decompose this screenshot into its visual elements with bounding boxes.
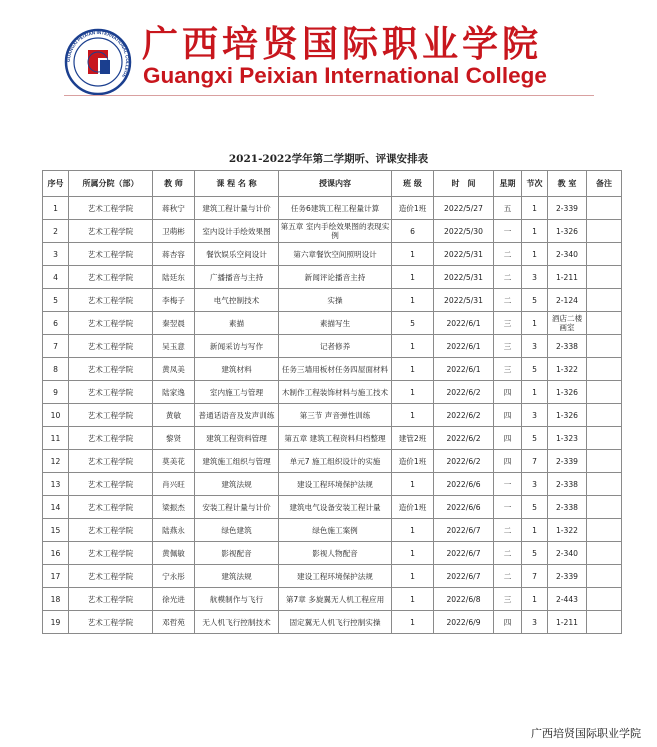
course-name-cell: 影视配音	[195, 542, 279, 565]
weekday-cell: 四	[494, 450, 522, 473]
period-cell: 5	[522, 289, 548, 312]
classroom-cell: 2-339	[548, 565, 587, 588]
class-cell: 1	[392, 565, 434, 588]
course-name-cell: 室内设计手绘效果图	[195, 220, 279, 243]
class-cell: 造价1班	[392, 197, 434, 220]
class-cell: 1	[392, 335, 434, 358]
lesson-content-cell: 任务6建筑工程工程量计算	[279, 197, 392, 220]
date-cell: 2022/6/2	[434, 450, 494, 473]
column-header: 时 间	[434, 171, 494, 197]
weekday-cell: 二	[494, 565, 522, 588]
lesson-content-cell: 任务三墙用板材任务四屋面材料	[279, 358, 392, 381]
date-cell: 2022/5/30	[434, 220, 494, 243]
period-cell: 3	[522, 266, 548, 289]
date-cell: 2022/6/2	[434, 427, 494, 450]
department-cell: 艺术工程学院	[69, 588, 153, 611]
table-row	[43, 542, 622, 565]
weekday-cell: 二	[494, 266, 522, 289]
lesson-content-cell: 单元7 施工组织设计的实施	[279, 450, 392, 473]
date-cell: 2022/6/7	[434, 542, 494, 565]
department-cell: 艺术工程学院	[69, 312, 153, 335]
class-cell: 1	[392, 611, 434, 634]
table-row	[43, 450, 622, 473]
row-number-cell: 5	[43, 289, 69, 312]
row-number-cell: 2	[43, 220, 69, 243]
period-cell: 1	[522, 220, 548, 243]
department-cell: 艺术工程学院	[69, 335, 153, 358]
column-header: 序号	[43, 171, 69, 197]
row-number-cell: 17	[43, 565, 69, 588]
teacher-cell: 蒋杏容	[153, 243, 195, 266]
classroom-cell: 1-211	[548, 611, 587, 634]
table-row	[43, 588, 622, 611]
row-number-cell: 3	[43, 243, 69, 266]
period-cell: 1	[522, 519, 548, 542]
remarks-cell	[587, 519, 622, 542]
course-name-cell: 建筑工程资料管理	[195, 427, 279, 450]
weekday-cell: 四	[494, 404, 522, 427]
table-row	[43, 519, 622, 542]
course-name-cell: 餐饮娱乐空间设计	[195, 243, 279, 266]
weekday-cell: 三	[494, 588, 522, 611]
class-cell: 6	[392, 220, 434, 243]
lesson-content-cell: 第五章 建筑工程资料归档整理	[279, 427, 392, 450]
teacher-cell: 秦翌晨	[153, 312, 195, 335]
column-header: 课 程 名 称	[195, 171, 279, 197]
row-number-cell: 10	[43, 404, 69, 427]
lesson-content-cell: 影视人物配音	[279, 542, 392, 565]
row-number-cell: 4	[43, 266, 69, 289]
class-cell: 1	[392, 243, 434, 266]
date-cell: 2022/6/7	[434, 565, 494, 588]
period-cell: 3	[522, 473, 548, 496]
row-number-cell: 1	[43, 197, 69, 220]
department-cell: 艺术工程学院	[69, 289, 153, 312]
department-cell: 艺术工程学院	[69, 404, 153, 427]
table-body	[43, 197, 622, 634]
classroom-cell: 1-326	[548, 404, 587, 427]
department-cell: 艺术工程学院	[69, 358, 153, 381]
row-number-cell: 8	[43, 358, 69, 381]
schedule-table	[42, 170, 622, 634]
classroom-cell: 1-322	[548, 519, 587, 542]
lesson-content-cell: 第三节 声音弹性训练	[279, 404, 392, 427]
weekday-cell: 二	[494, 243, 522, 266]
table-row	[43, 404, 622, 427]
weekday-cell: 二	[494, 542, 522, 565]
period-cell: 5	[522, 358, 548, 381]
table-row	[43, 565, 622, 588]
table-row	[43, 312, 622, 335]
course-name-cell: 普通话语音及发声训练	[195, 404, 279, 427]
teacher-cell: 徐光进	[153, 588, 195, 611]
teacher-cell: 梁振杰	[153, 496, 195, 519]
remarks-cell	[587, 611, 622, 634]
department-cell: 艺术工程学院	[69, 473, 153, 496]
period-cell: 5	[522, 542, 548, 565]
teacher-cell: 肖兴旺	[153, 473, 195, 496]
class-cell: 1	[392, 358, 434, 381]
class-cell: 1	[392, 519, 434, 542]
teacher-cell: 蒋秋宁	[153, 197, 195, 220]
department-cell: 艺术工程学院	[69, 266, 153, 289]
class-cell: 1	[392, 381, 434, 404]
column-header: 备注	[587, 171, 622, 197]
course-name-cell: 航模制作与飞行	[195, 588, 279, 611]
remarks-cell	[587, 335, 622, 358]
classroom-cell: 2-338	[548, 473, 587, 496]
table-title: 2021-2022学年第二学期听、评课安排表	[228, 153, 429, 165]
table-row	[43, 473, 622, 496]
row-number-cell: 19	[43, 611, 69, 634]
row-number-cell: 11	[43, 427, 69, 450]
period-cell: 3	[522, 335, 548, 358]
weekday-cell: 一	[494, 220, 522, 243]
course-name-cell: 建筑材料	[195, 358, 279, 381]
date-cell: 2022/5/31	[434, 243, 494, 266]
table-row	[43, 289, 622, 312]
row-number-cell: 16	[43, 542, 69, 565]
lesson-content-cell: 第六章餐饮空间照明设计	[279, 243, 392, 266]
class-cell: 造价1班	[392, 496, 434, 519]
row-number-cell: 7	[43, 335, 69, 358]
date-cell: 2022/5/27	[434, 197, 494, 220]
period-cell: 1	[522, 588, 548, 611]
classroom-cell: 2-340	[548, 243, 587, 266]
lesson-content-cell: 建设工程环境保护法规	[279, 473, 392, 496]
column-header: 节次	[522, 171, 548, 197]
course-name-cell: 广播播音与主持	[195, 266, 279, 289]
class-cell: 建管2班	[392, 427, 434, 450]
column-header: 班 级	[392, 171, 434, 197]
weekday-cell: 五	[494, 197, 522, 220]
course-name-cell: 建筑法规	[195, 565, 279, 588]
period-cell: 3	[522, 611, 548, 634]
weekday-cell: 四	[494, 381, 522, 404]
date-cell: 2022/6/2	[434, 404, 494, 427]
teacher-cell: 黎贤	[153, 427, 195, 450]
class-cell: 5	[392, 312, 434, 335]
lesson-content-cell: 记者修养	[279, 335, 392, 358]
row-number-cell: 15	[43, 519, 69, 542]
table-row	[43, 220, 622, 243]
table-row	[43, 266, 622, 289]
date-cell: 2022/6/6	[434, 473, 494, 496]
class-cell: 1	[392, 289, 434, 312]
classroom-cell: 1-323	[548, 427, 587, 450]
column-header: 教 室	[548, 171, 587, 197]
header-divider	[64, 95, 594, 96]
course-name-cell: 室内施工与管理	[195, 381, 279, 404]
lesson-content-cell: 固定翼无人机飞行控制实操	[279, 611, 392, 634]
column-header: 授课内容	[279, 171, 392, 197]
class-cell: 1	[392, 404, 434, 427]
department-cell: 艺术工程学院	[69, 519, 153, 542]
teacher-cell: 黄凤美	[153, 358, 195, 381]
classroom-cell: 1-211	[548, 266, 587, 289]
period-cell: 3	[522, 404, 548, 427]
table-row	[43, 335, 622, 358]
period-cell: 7	[522, 565, 548, 588]
column-header: 教 师	[153, 171, 195, 197]
date-cell: 2022/6/1	[434, 358, 494, 381]
period-cell: 1	[522, 243, 548, 266]
teacher-cell: 吴玉意	[153, 335, 195, 358]
class-cell: 造价1班	[392, 450, 434, 473]
weekday-cell: 四	[494, 611, 522, 634]
lesson-content-cell: 第五章 室内手绘效果图的表现实例	[279, 220, 392, 243]
table-row	[43, 496, 622, 519]
department-cell: 艺术工程学院	[69, 197, 153, 220]
table-header-row	[43, 171, 622, 197]
logo-ring-text: GUANGXI PEIXIAN INTERNATIONAL COLLEGE	[65, 29, 131, 79]
table-row	[43, 611, 622, 634]
course-name-cell: 无人机飞行控制技术	[195, 611, 279, 634]
class-cell: 1	[392, 588, 434, 611]
class-cell: 1	[392, 473, 434, 496]
remarks-cell	[587, 427, 622, 450]
lesson-content-cell: 建设工程环境保护法规	[279, 565, 392, 588]
remarks-cell	[587, 381, 622, 404]
remarks-cell	[587, 565, 622, 588]
date-cell: 2022/6/1	[434, 312, 494, 335]
weekday-cell: 三	[494, 335, 522, 358]
classroom-cell: 2-338	[548, 335, 587, 358]
table-row	[43, 197, 622, 220]
table-row	[43, 358, 622, 381]
department-cell: 艺术工程学院	[69, 565, 153, 588]
remarks-cell	[587, 358, 622, 381]
row-number-cell: 6	[43, 312, 69, 335]
teacher-cell: 黄佩敏	[153, 542, 195, 565]
department-cell: 艺术工程学院	[69, 381, 153, 404]
college-name-chinese: 广西培贤国际职业学院	[142, 23, 543, 65]
remarks-cell	[587, 243, 622, 266]
date-cell: 2022/5/31	[434, 289, 494, 312]
row-number-cell: 9	[43, 381, 69, 404]
classroom-cell: 酒店二楼画室	[548, 312, 587, 335]
date-cell: 2022/6/1	[434, 335, 494, 358]
classroom-cell: 2-339	[548, 197, 587, 220]
row-number-cell: 18	[43, 588, 69, 611]
remarks-cell	[587, 588, 622, 611]
column-header: 星期	[494, 171, 522, 197]
date-cell: 2022/6/2	[434, 381, 494, 404]
remarks-cell	[587, 197, 622, 220]
footer-college-name: 广西培贤国际职业学院	[531, 727, 641, 740]
classroom-cell: 2-124	[548, 289, 587, 312]
course-name-cell: 建筑工程计量与计价	[195, 197, 279, 220]
period-cell: 5	[522, 496, 548, 519]
teacher-cell: 李梅子	[153, 289, 195, 312]
department-cell: 艺术工程学院	[69, 427, 153, 450]
period-cell: 7	[522, 450, 548, 473]
college-logo-icon	[64, 28, 132, 96]
course-name-cell: 新闻采访与写作	[195, 335, 279, 358]
classroom-cell: 2-339	[548, 450, 587, 473]
course-name-cell: 安装工程计量与计价	[195, 496, 279, 519]
teacher-cell: 邓哲苑	[153, 611, 195, 634]
lesson-content-cell: 新闻评论播音主持	[279, 266, 392, 289]
course-name-cell: 素描	[195, 312, 279, 335]
period-cell: 1	[522, 197, 548, 220]
remarks-cell	[587, 404, 622, 427]
date-cell: 2022/6/8	[434, 588, 494, 611]
remarks-cell	[587, 473, 622, 496]
department-cell: 艺术工程学院	[69, 220, 153, 243]
date-cell: 2022/6/9	[434, 611, 494, 634]
weekday-cell: 一	[494, 473, 522, 496]
period-cell: 1	[522, 381, 548, 404]
teacher-cell: 卫萌彬	[153, 220, 195, 243]
classroom-cell: 1-326	[548, 381, 587, 404]
department-cell: 艺术工程学院	[69, 496, 153, 519]
class-cell: 1	[392, 266, 434, 289]
weekday-cell: 四	[494, 427, 522, 450]
period-cell: 1	[522, 312, 548, 335]
lesson-content-cell: 建筑电气设备安装工程计量	[279, 496, 392, 519]
department-cell: 艺术工程学院	[69, 243, 153, 266]
lesson-content-cell: 绿色施工案例	[279, 519, 392, 542]
row-number-cell: 14	[43, 496, 69, 519]
remarks-cell	[587, 496, 622, 519]
weekday-cell: 二	[494, 519, 522, 542]
teacher-cell: 陆家逸	[153, 381, 195, 404]
remarks-cell	[587, 220, 622, 243]
remarks-cell	[587, 450, 622, 473]
college-header	[0, 0, 657, 100]
college-name-english: Guangxi Peixian International College	[143, 63, 547, 88]
table-row	[43, 427, 622, 450]
classroom-cell: 1-322	[548, 358, 587, 381]
lesson-content-cell: 第7章 多旋翼无人机工程应用	[279, 588, 392, 611]
row-number-cell: 13	[43, 473, 69, 496]
row-number-cell: 12	[43, 450, 69, 473]
table-row	[43, 243, 622, 266]
period-cell: 5	[522, 427, 548, 450]
course-name-cell: 建筑施工组织与管理	[195, 450, 279, 473]
teacher-cell: 陆燕永	[153, 519, 195, 542]
weekday-cell: 三	[494, 312, 522, 335]
teacher-cell: 莫美花	[153, 450, 195, 473]
course-name-cell: 建筑法规	[195, 473, 279, 496]
remarks-cell	[587, 289, 622, 312]
department-cell: 艺术工程学院	[69, 450, 153, 473]
date-cell: 2022/6/6	[434, 496, 494, 519]
classroom-cell: 1-326	[548, 220, 587, 243]
teacher-cell: 宁永彤	[153, 565, 195, 588]
column-header: 所属分院（部）	[69, 171, 153, 197]
weekday-cell: 一	[494, 496, 522, 519]
weekday-cell: 三	[494, 358, 522, 381]
classroom-cell: 2-443	[548, 588, 587, 611]
department-cell: 艺术工程学院	[69, 611, 153, 634]
lesson-content-cell: 素描写生	[279, 312, 392, 335]
course-name-cell: 电气控制技术	[195, 289, 279, 312]
lesson-content-cell: 实操	[279, 289, 392, 312]
classroom-cell: 2-338	[548, 496, 587, 519]
date-cell: 2022/6/7	[434, 519, 494, 542]
teacher-cell: 黄敏	[153, 404, 195, 427]
date-cell: 2022/5/31	[434, 266, 494, 289]
weekday-cell: 二	[494, 289, 522, 312]
teacher-cell: 陆廷东	[153, 266, 195, 289]
classroom-cell: 2-340	[548, 542, 587, 565]
class-cell: 1	[392, 542, 434, 565]
lesson-content-cell: 木制作工程装饰材料与施工技术	[279, 381, 392, 404]
table-row	[43, 381, 622, 404]
course-name-cell: 绿色建筑	[195, 519, 279, 542]
remarks-cell	[587, 266, 622, 289]
remarks-cell	[587, 312, 622, 335]
remarks-cell	[587, 542, 622, 565]
department-cell: 艺术工程学院	[69, 542, 153, 565]
